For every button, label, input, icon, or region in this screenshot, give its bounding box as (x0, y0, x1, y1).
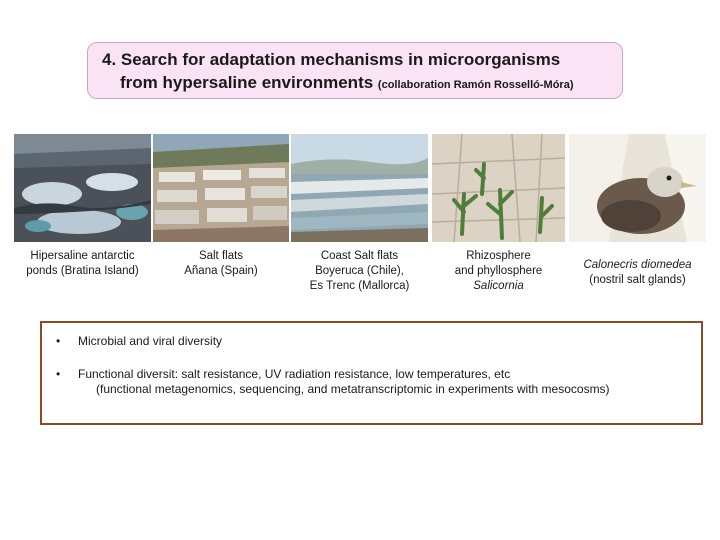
caption-line: Coast Salt flats (320, 250, 399, 262)
bullet-marker: • (56, 367, 61, 381)
caption-line: ponds (Bratina Island) (26, 265, 139, 277)
caption-line: Rhizosphere (466, 250, 531, 262)
caption-line: Salicornia (473, 280, 524, 292)
collaboration-note: (collaboration Ramón Rosselló-Móra) (377, 79, 574, 91)
bullet-subtext: (functional metagenomics, sequencing, and metatranscriptomic in experiments with mesocosms) (96, 382, 610, 396)
photo-coast-salt-flats (291, 134, 428, 242)
caption-line: Calonecris diomedea (583, 259, 692, 271)
caption-salicornia (432, 249, 565, 294)
bullet-item (52, 367, 691, 397)
caption-line: Hipersaline antarctic (30, 250, 135, 262)
caption-line: Salt flats (198, 250, 244, 262)
caption-line: Añana (Spain) (184, 265, 258, 277)
caption-calonecris (569, 258, 706, 288)
bullet-marker: • (56, 334, 61, 348)
slide-title-line1: 4. Search for adaptation mechanisms in microorganisms (102, 50, 561, 69)
caption-line: (nostril salt glands) (589, 274, 686, 286)
caption-line: and phyllosphere (454, 265, 543, 277)
bullet-text: Functional diversit: salt resistance, UV radiation resistance, low temperatures, etc (78, 367, 511, 381)
caption-line: Es Trenc (Mallorca) (309, 280, 410, 292)
slide-title-line2 (98, 72, 612, 96)
caption-salt-flats-anana (153, 249, 289, 279)
photo-calonecris-diomedea (569, 134, 706, 242)
caption-coast-salt-flats (291, 249, 428, 294)
bullet-box (40, 321, 703, 425)
bullet-text: Microbial and viral diversity (78, 334, 223, 348)
photo-salicornia (432, 134, 565, 242)
photo-salt-flats-anana (153, 134, 289, 242)
bullet-item (52, 334, 691, 349)
slide-title-line2-text: from hypersaline environments (120, 73, 374, 92)
caption-antarctic-ponds (14, 249, 151, 279)
slide-title-box (87, 42, 623, 99)
photo-antarctic-ponds (14, 134, 151, 242)
caption-line: Boyeruca (Chile), (315, 265, 404, 277)
